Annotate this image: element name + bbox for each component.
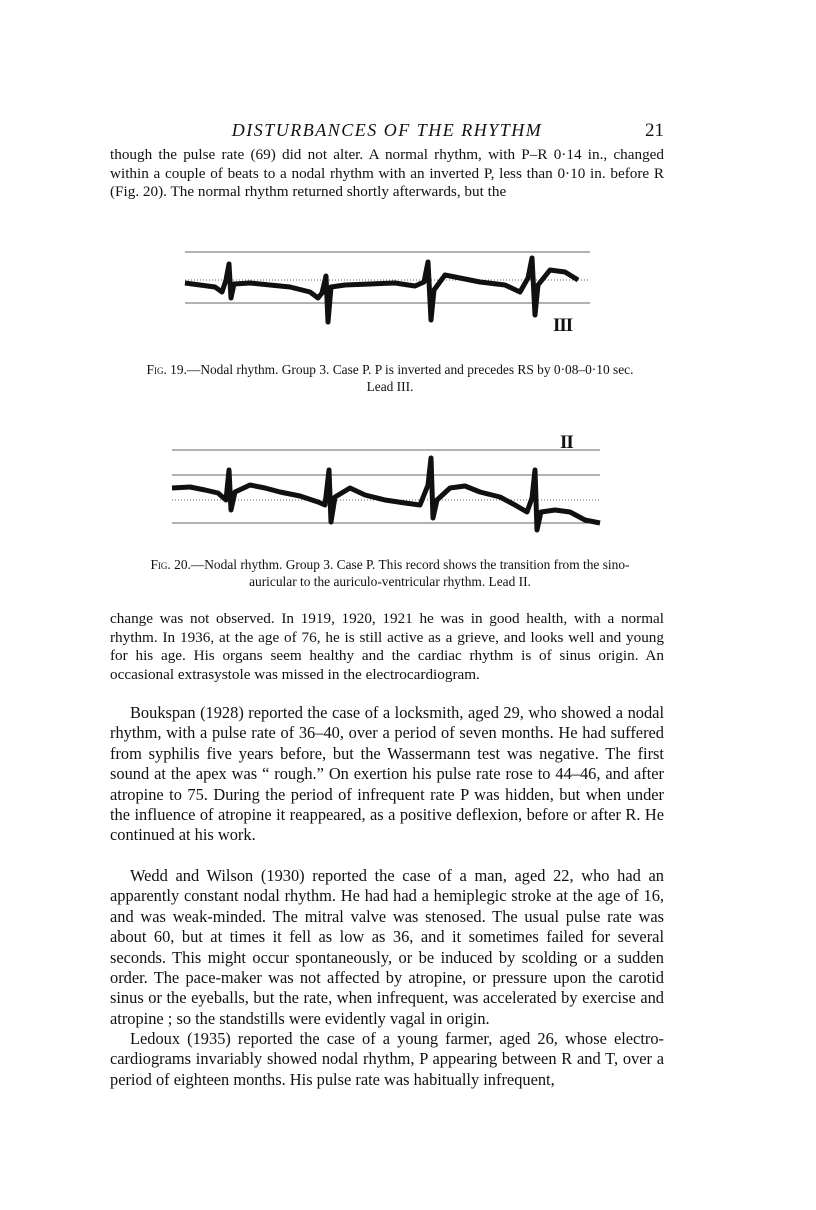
figure-19-caption-text: —Nodal rhythm. Group 3. Case P. P is inverted and precedes RS by 0·08–0·10 sec. Lead III. <box>186 362 634 394</box>
fig20-trace <box>172 458 600 530</box>
paragraph-change: change was not observed. In 1919, 1920, 1921 he was in good health, with a normal rhythm. In 1936, at the age of 76, he is still active as a grieve, and looks well and young for his age. His organs seem healthy and the cardiac rhythm is of sinus origin. An occasional extrasystole was missed in the electrocardiogram. <box>110 610 664 683</box>
fig20-lead-mark: II <box>560 432 573 453</box>
paragraph-wedd-wilson: Wedd and Wilson (1930) reported the case of a man, aged 22, who had an apparently constant nodal rhythm. He had had a hemiplegic stroke at the age of 16, and was weak-minded. The mitral valve was stenosed. The usual pulse rate was about 60, but at times it fell as low as 36, and it sometimes failed for several seconds. This might occur spontaneously, or be induced by scolding or a sudden order. The pace-maker was not affected by atropine, or pressure upon the carotid sinus or the eyeballs, but the rate, when infrequent, was accelerated by exercise and atropine ; so the standstills were evidently vagal in origin. <box>110 866 664 1028</box>
fig19-trace <box>185 258 578 322</box>
paragraph-continuation: though the pulse rate (69) did not alter. A normal rhythm, with P–R 0·14 in., changed within a couple of beats to a nodal rhythm with an inverted P, less than 0·10 in. before R (Fig. 20). The normal rhythm returned shortly afterwards, but the <box>110 146 664 201</box>
fig20-spikes <box>172 458 600 530</box>
figure-20-caption <box>140 557 640 590</box>
figure-19-caption <box>140 362 640 395</box>
page-number: 21 <box>645 120 664 141</box>
running-header <box>110 120 664 144</box>
paragraph-ledoux: Ledoux (1935) reported the case of a young farmer, aged 26, whose electro-cardiograms invariably showed nodal rhythm, P appearing between R and T, over a period of eighteen months. His pulse rate was habitually infrequent, <box>110 1029 664 1089</box>
figure-20-label: Fig. 20. <box>150 557 191 572</box>
running-title: DISTURBANCES OF THE RHYTHM <box>231 120 543 140</box>
fig19-spikes <box>185 258 578 322</box>
paragraph-boukspan: Boukspan (1928) reported the case of a locksmith, aged 29, who showed a nodal rhythm, with a pulse rate of 36–40, over a period of seven months. He had suffered from syphilis five years before, but the Wassermann test was negative. The first sound at the apex was “ rough.” On exertion his pulse rate rose to 44–46, and after atropine to 75. During the period of infrequent rate P was hidden, but when under the influence of atropine it reappeared, as a positive deflexion, before or after R. He continued at his work. <box>110 703 664 845</box>
figure-20-caption-text: —Nodal rhythm. Group 3. Case P. This record shows the transition from the sino-auricular to the auriculo-ventricular rhythm. Lead II. <box>190 557 630 589</box>
figure-19-label: Fig. 19. <box>146 362 187 377</box>
fig19-lead-mark: III <box>553 315 573 336</box>
